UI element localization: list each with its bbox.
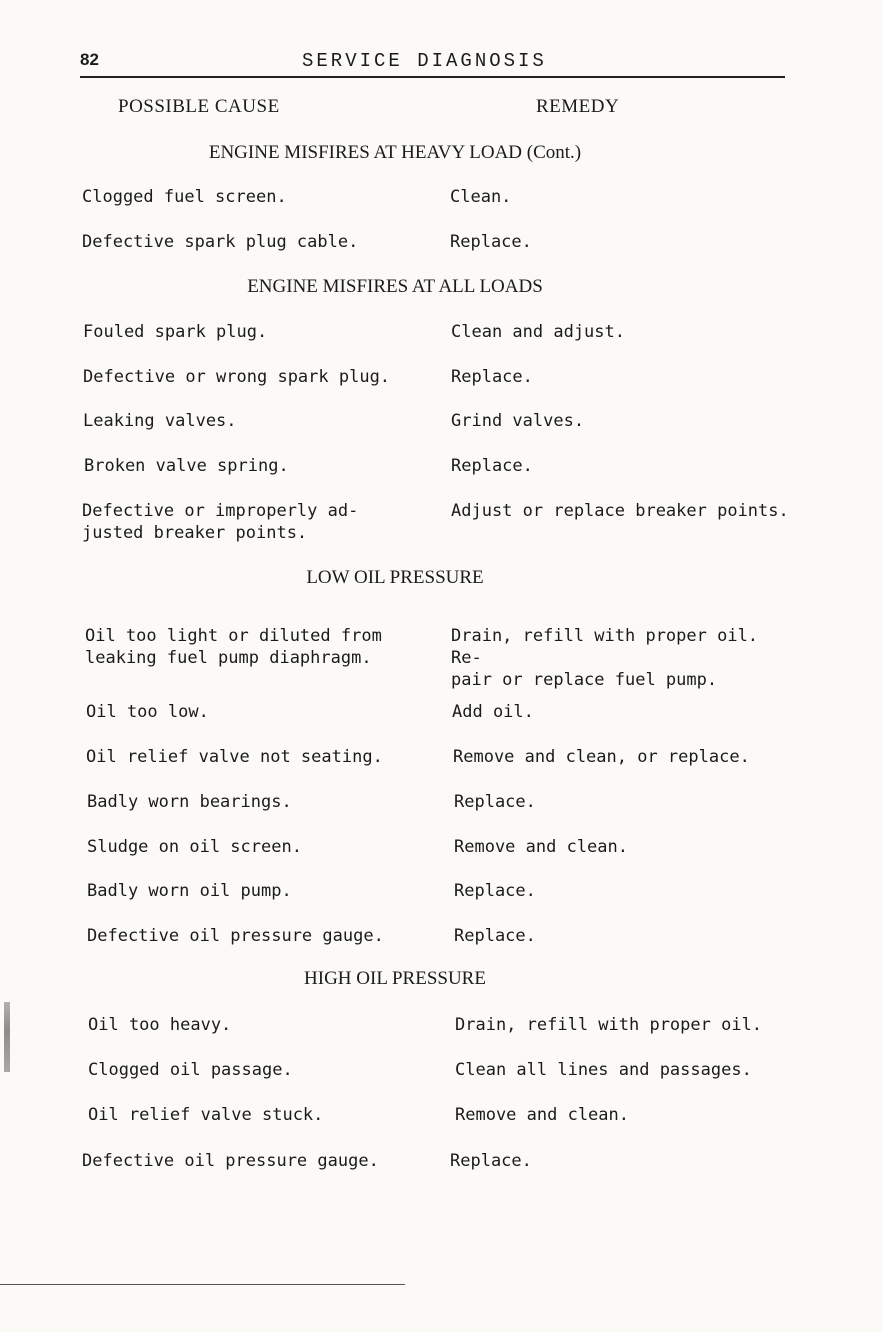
remedy-text: Replace.: [454, 926, 536, 946]
column-heading-remedy: REMEDY: [536, 96, 620, 117]
cause-text: Clogged oil passage.: [88, 1060, 293, 1080]
cause-text: Defective oil pressure gauge.: [82, 1151, 379, 1171]
remedy-text: Replace.: [451, 456, 533, 476]
cause-text: Defective spark plug cable.: [82, 232, 359, 252]
cause-text: Defective or improperly ad- justed breaker points.: [82, 501, 359, 543]
section-heading: ENGINE MISFIRES AT ALL LOADS: [247, 276, 543, 297]
remedy-text: Grind valves.: [451, 411, 585, 431]
remedy-text: Replace.: [450, 232, 532, 252]
section-heading: LOW OIL PRESSURE: [306, 567, 484, 588]
cause-text: Leaking valves.: [83, 411, 237, 431]
running-title: SERVICE DIAGNOSIS: [302, 50, 547, 72]
scan-edge-mark: [4, 1002, 10, 1072]
cause-text: Sludge on oil screen.: [87, 837, 302, 857]
remedy-text: Remove and clean.: [455, 1105, 629, 1125]
remedy-text: Remove and clean.: [454, 837, 628, 857]
cause-text: Fouled spark plug.: [83, 322, 268, 342]
remedy-text: Remove and clean, or replace.: [453, 747, 750, 767]
page-number: 82: [80, 50, 99, 69]
remedy-text: Replace.: [454, 881, 536, 901]
remedy-text: Clean and adjust.: [451, 322, 625, 342]
cause-text: Clogged fuel screen.: [82, 187, 287, 207]
section-heading: ENGINE MISFIRES AT HEAVY LOAD (Cont.): [208, 142, 582, 163]
cause-text: Oil too heavy.: [88, 1015, 232, 1035]
cause-text: Oil too light or diluted from leaking fuel pump diaphragm.: [85, 626, 382, 668]
cause-text: Defective or wrong spark plug.: [83, 367, 391, 387]
remedy-text: Clean all lines and passages.: [455, 1060, 752, 1080]
cause-text: Badly worn oil pump.: [87, 881, 292, 901]
cause-text: Oil too low.: [86, 702, 209, 722]
cause-text: Defective oil pressure gauge.: [87, 926, 384, 946]
remedy-text: Add oil.: [452, 702, 534, 722]
cause-text: Broken valve spring.: [84, 456, 289, 476]
remedy-text: Clean.: [450, 187, 512, 207]
remedy-text: Replace.: [450, 1151, 532, 1171]
remedy-text: Replace.: [451, 367, 533, 387]
cause-text: Badly worn bearings.: [87, 792, 292, 812]
remedy-text: Adjust or replace breaker points.: [451, 501, 789, 521]
column-heading-cause: POSSIBLE CAUSE: [118, 96, 280, 117]
bottom-rule: [0, 1284, 405, 1285]
remedy-text: Drain, refill with proper oil.: [455, 1015, 763, 1035]
page-header: [80, 48, 785, 78]
cause-text: Oil relief valve stuck.: [88, 1105, 324, 1125]
section-heading: HIGH OIL PRESSURE: [304, 968, 486, 989]
remedy-text: Replace.: [454, 792, 536, 812]
cause-text: Oil relief valve not seating.: [86, 747, 383, 767]
remedy-text: Drain, refill with proper oil. Re- pair or replace fuel pump.: [451, 626, 759, 690]
